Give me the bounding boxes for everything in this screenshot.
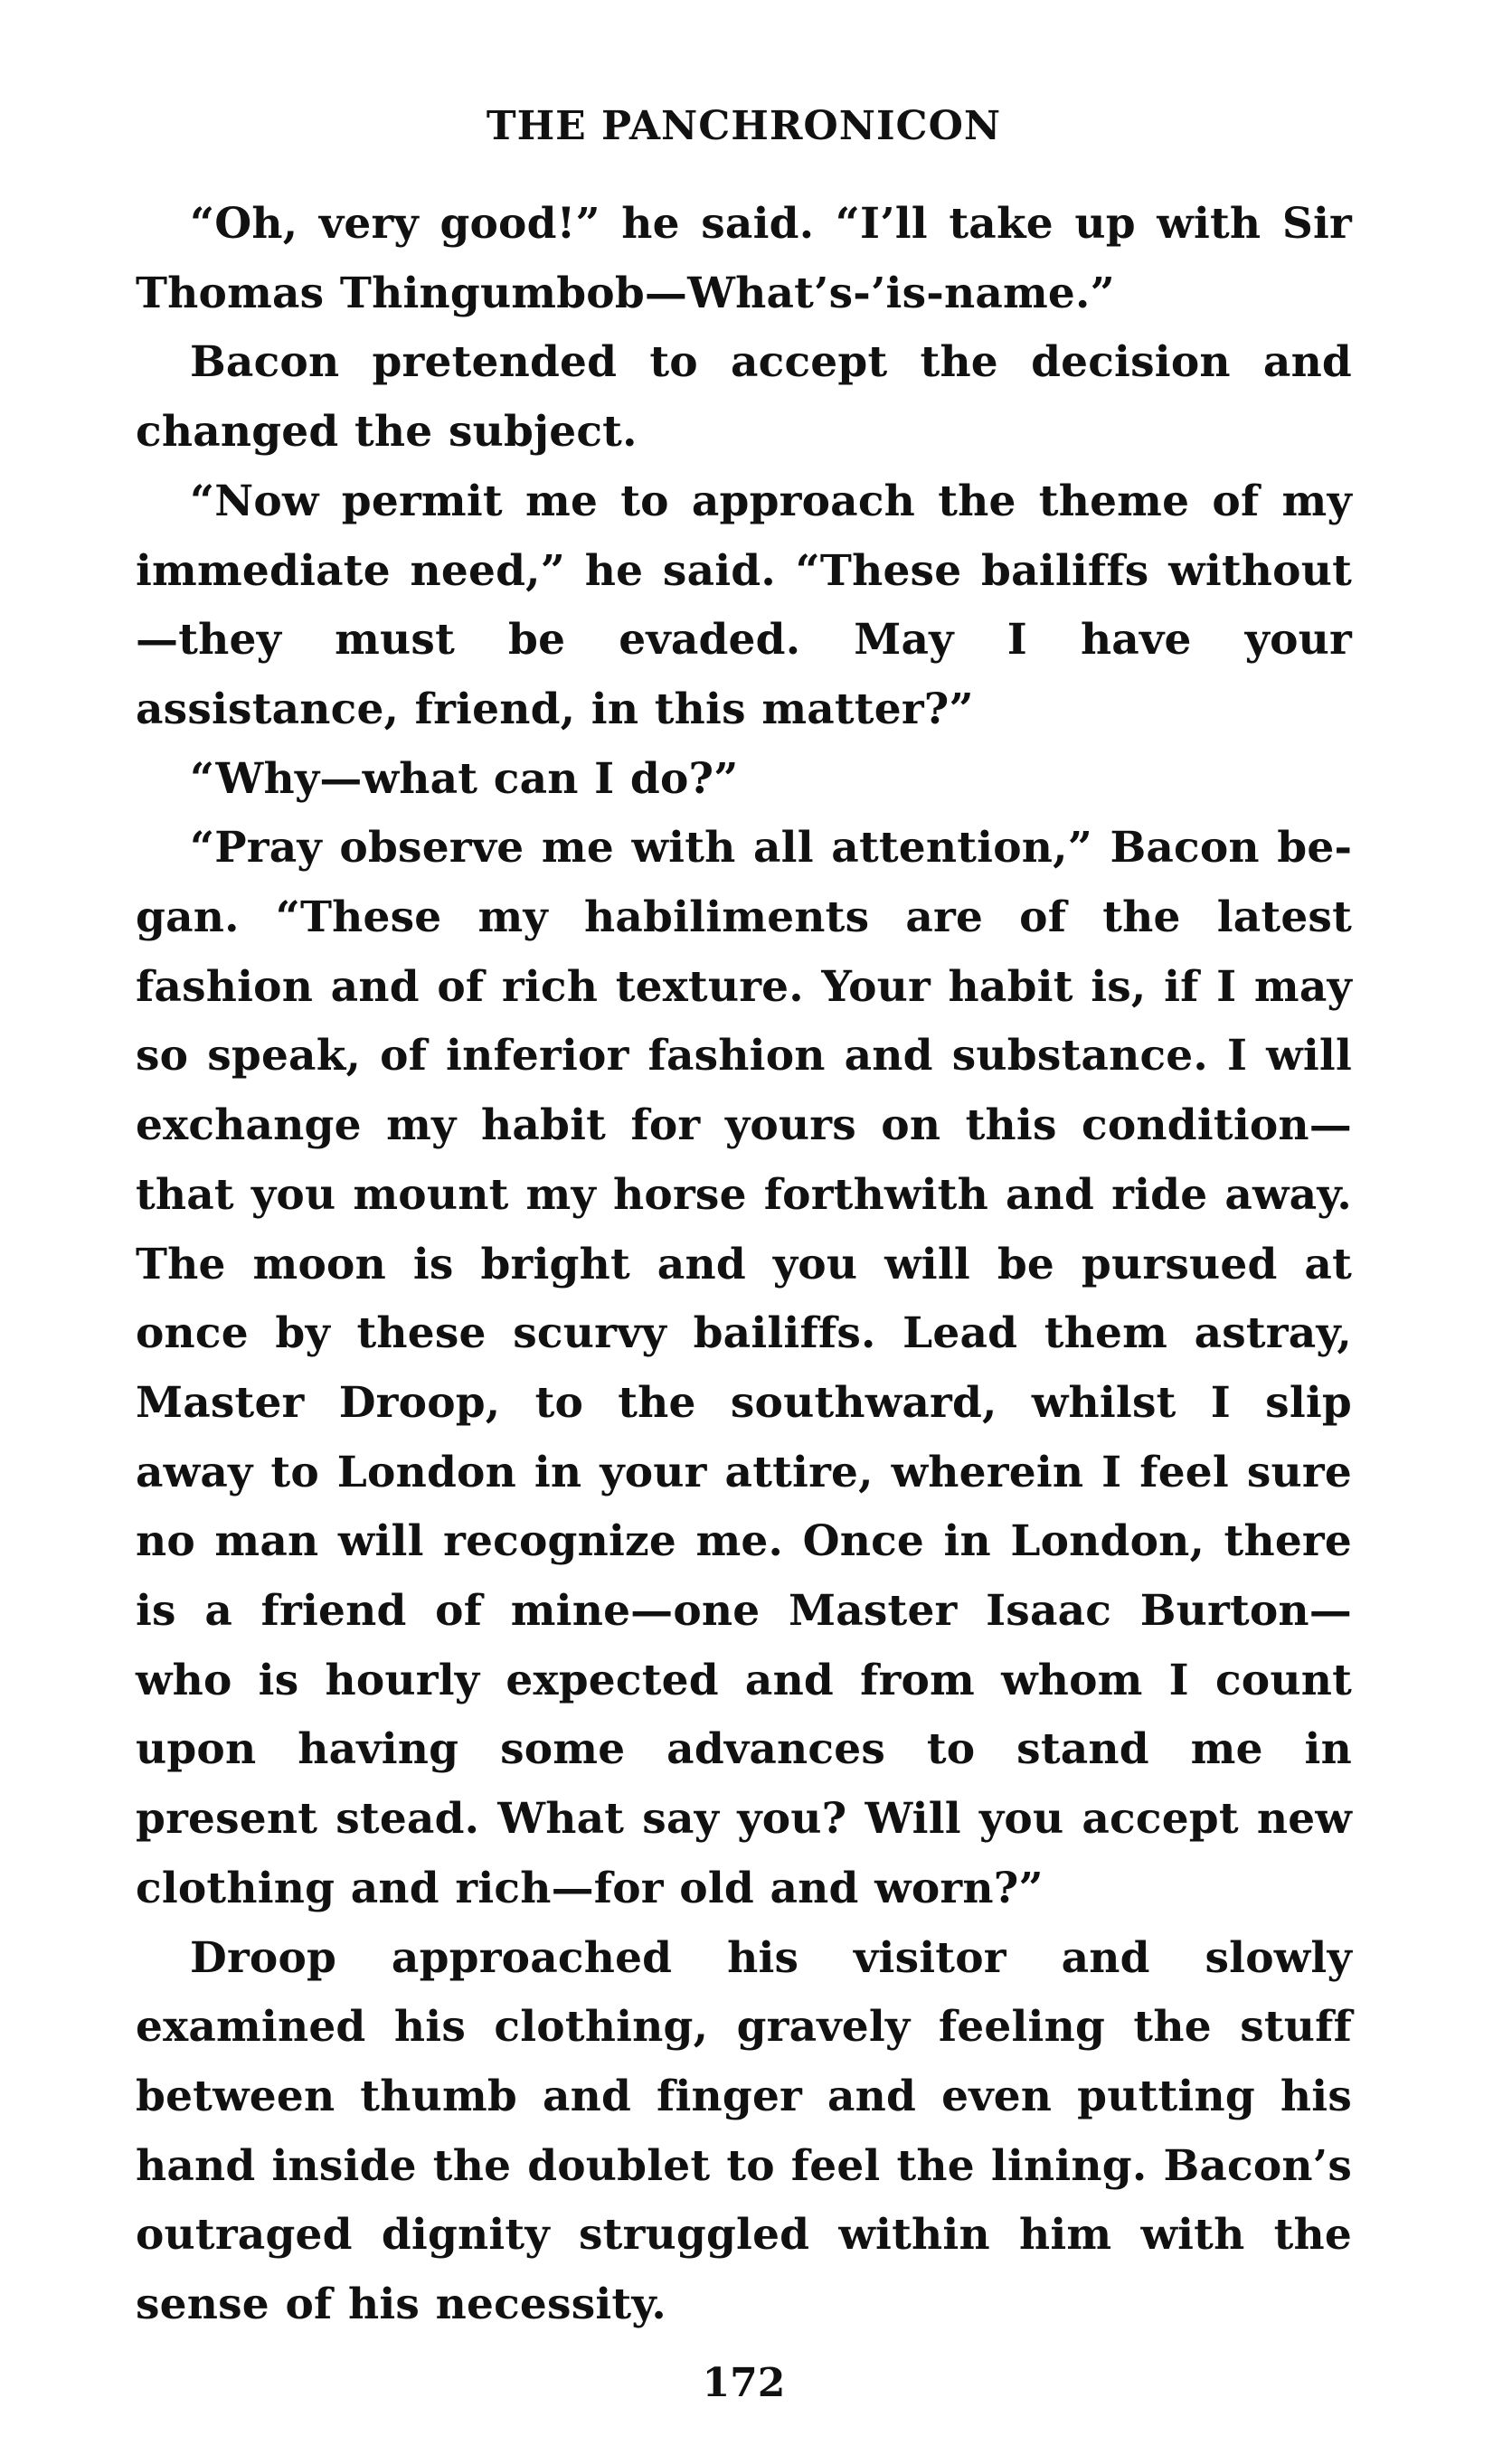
page-number: 172 [702,2359,786,2406]
running-head: THE PANCHRONICON [486,103,1002,149]
book-page [136,99,1352,2411]
paragraph-4: “Why—what can I do?” [190,753,739,804]
paragraph-1: “Oh, very good!” he said. “I’ll take up with Sir Thomas Thingumbob—What’s-’is-name.” [136,199,1352,318]
paragraph-2: Bacon pretended to accept the decision and changed the subject. [136,337,1352,458]
paragraph-6: Droop approached his visitor and slowly examined his clothing, gravely feeling the stuff between thumb and finger and even putting his hand inside the doublet to feel the lining. Bacon’s outraged dignity struggled within him with the sense of his necessity. [136,1932,1352,2330]
paragraph-5: “Pray observe me with all attention,” Bacon began. “These my habiliments are of the latest fashion and of rich texture. Your habit is, if I may so speak, of inferior fashion and substance. I will exchange my habit for yours on this condition—that you mount my horse forthwith and ride away. The moon is bright and you will be pursued at once by these scurvy bailiffs. Lead them astray, Master Droop, to the southward, whilst I slip away to London in your attire, wherein I feel sure no man will recognize me. Once in London, there is a friend of mine—one Master Isaac Burton—who is hourly expected and from whom I count upon having some advances to stand me in present stead. What say you? Will you accept new clothing and rich—for old and worn?” [136,823,1352,1913]
paragraph-3: “Now permit me to approach the theme of my immediate need,” he said. “These bailiffs without—they must be evaded. May I have your assistance, friend, in this matter?” [136,476,1352,734]
